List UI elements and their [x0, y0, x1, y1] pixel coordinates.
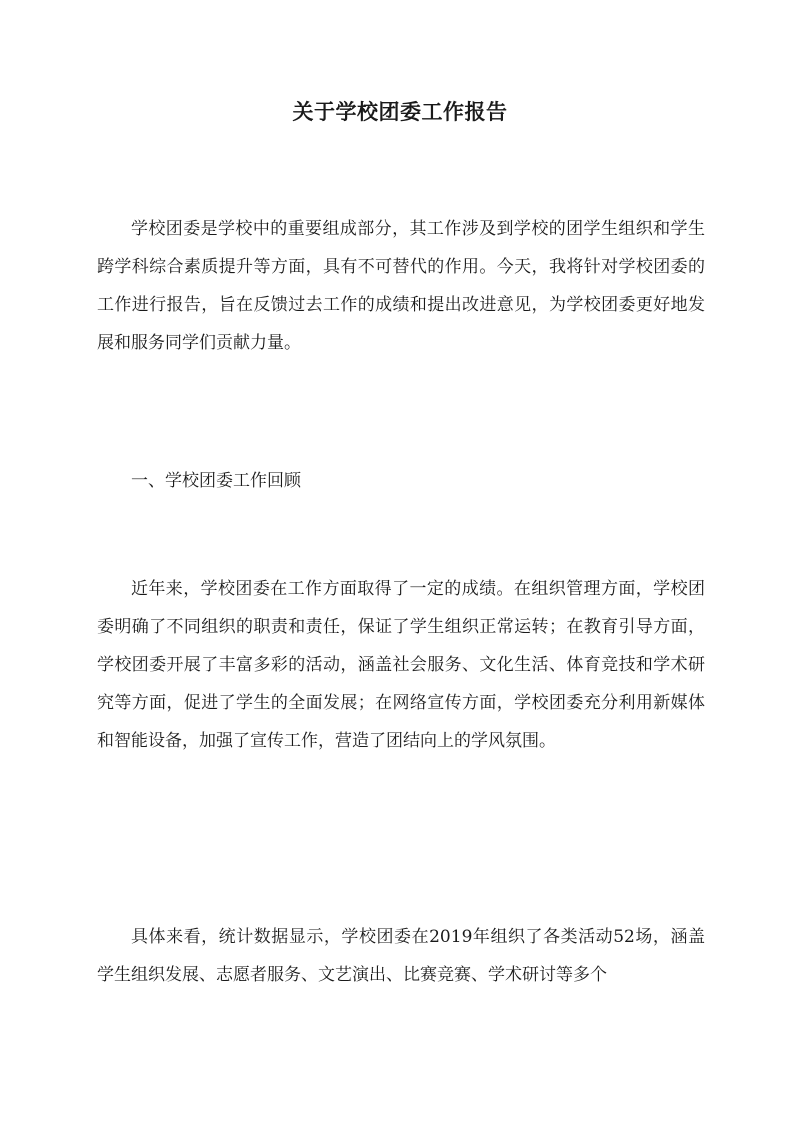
intro-paragraph: 学校团委是学校中的重要组成部分，其工作涉及到学校的团学生组织和学生跨学科综合素质提升等方面，具有不可替代的作用。今天，我将针对学校团委的工作进行报告，旨在反馈过去工作的成绩和提出改进意见，为学校团委更好地发展和服务同学们贡献力量。 [97, 219, 705, 353]
document-title: 关于学校团委工作报告 [292, 99, 508, 124]
review-paragraph: 近年来，学校团委在工作方面取得了一定的成绩。在组织管理方面，学校团委明确了不同组织的职责和责任，保证了学生组织正常运转；在教育引导方面，学校团委开展了丰富多彩的活动，涵盖社会服务、文化生活、体育竞技和学术研究等方面，促进了学生的全面发展；在网络宣传方面，学校团委充分利用新媒体和智能设备，加强了宣传工作，营造了团结向上的学风氛围。 [97, 579, 705, 751]
statistics-paragraph: 具体来看，统计数据显示，学校团委在2019年组织了各类活动52场，涵盖学生组织发展、志愿者服务、文艺演出、比赛竞赛、学术研讨等多个 [97, 927, 705, 985]
section-heading-review: 一、学校团委工作回顾 [131, 471, 301, 491]
